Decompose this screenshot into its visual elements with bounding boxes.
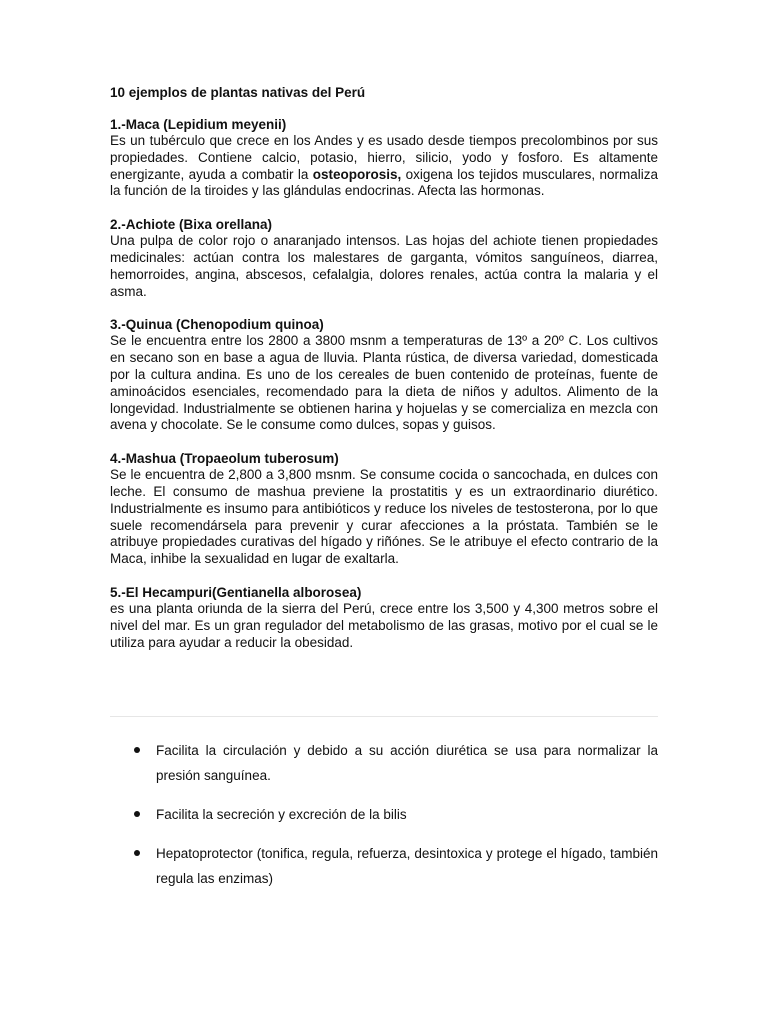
bullet-icon: [134, 811, 140, 817]
section-quinua: [110, 316, 658, 434]
section-heading: 3.-Quinua (Chenopodium quinoa): [110, 317, 324, 333]
section-body: Una pulpa de color rojo o anaranjado intensos. Las hojas del achiote tienen propiedades medicinales: actúan contra los malestares de garganta, vómitos sanguíneos, diarrea, hemorroides, angina, abscesos, cefalalgia, dolores renales, actúa contra la malaria y el asma.: [110, 233, 658, 299]
list-item-text: Hepatoprotector (tonifica, regula, refuerza, desintoxica y protege el hígado, también regula las enzimas): [156, 846, 658, 886]
section-heading: 5.-El Hecampuri(Gentianella alborosea): [110, 584, 362, 600]
section-body: [110, 133, 658, 200]
bullet-icon: [134, 850, 140, 856]
list-item-text: Facilita la circulación y debido a su acción diurética se usa para normalizar la presión sanguínea.: [156, 743, 658, 783]
bullet-list: [110, 738, 658, 905]
bold-term: osteoporosis,: [312, 166, 402, 182]
list-item-text: Facilita la secreción y excreción de la bilis: [156, 807, 407, 822]
section-body-text: oxigena los tejidos musculares, normaliza la función de la tiroides y las glándulas endocrinas. Afecta las hormonas.: [110, 166, 659, 199]
list-item: [110, 802, 658, 827]
section-heading: 2.-Achiote (Bixa orellana): [110, 217, 273, 233]
section-maca: [110, 116, 658, 200]
section-mashua: [110, 450, 658, 568]
section-heading: 1.-Maca (Lepidium meyenii): [110, 117, 287, 132]
section-body: es una planta oriunda de la sierra del Perú, crece entre los 3,500 y 4,300 metros sobre el nivel del mar. Es un gran regulador del metabolismo de las grasas, motivo por el cual se le utiliza para ayudar a reducir la obesidad.: [110, 600, 658, 650]
divider: [110, 716, 658, 717]
section-achiote: [110, 216, 658, 300]
list-item: [110, 841, 658, 891]
list-item: [110, 738, 658, 788]
section-body: Se le encuentra entre los 2800 a 3800 msnm a temperaturas de 13º a 20º C. Los cultivos en secano son en base a agua de lluvia. Planta rústica, de diversa variedad, domesticada por la cultura andina. Es uno de los cereales de buen contenido de proteínas, fuente de aminoácidos esenciales, recomendado para la dieta de niños y adultos. Alimento de la longevidad. Industrialmente se obtienen harina y hojuelas y se comercializa en mezcla con avena y chocolate. Se le consume como dulces, sopas y guisos.: [110, 333, 658, 433]
document-content: [110, 84, 658, 667]
section-heading: 4.-Mashua (Tropaeolum tuberosum): [110, 451, 339, 467]
bullet-icon: [134, 747, 140, 753]
section-body: Se le encuentra de 2,800 a 3,800 msnm. Se consume cocida o sancochada, en dulces con leche. El consumo de mashua previene la prostatitis y es un extraordinario diurético. Industrialmente es insumo para antibióticos y reduce los niveles de testosterona, por lo que suele recomendársela para prevenir y curar afecciones a la próstata. También se le atribuye propiedades curativas del hígado y riñónes. Se le atribuye el efecto contrario de la Maca, inhibe la sexualidad en lugar de exaltarla.: [110, 467, 658, 567]
page-title: 10 ejemplos de plantas nativas del Perú: [110, 85, 366, 100]
section-hecampuri: [110, 584, 658, 651]
section-body-text: Es un tubérculo que crece en los Andes y es usado desde tiempos precolombinos por sus propiedades. Contiene calcio, potasio, hierro, silicio, yodo y fosforo. Es altamente energizante, ayuda a combatir la: [110, 133, 658, 182]
